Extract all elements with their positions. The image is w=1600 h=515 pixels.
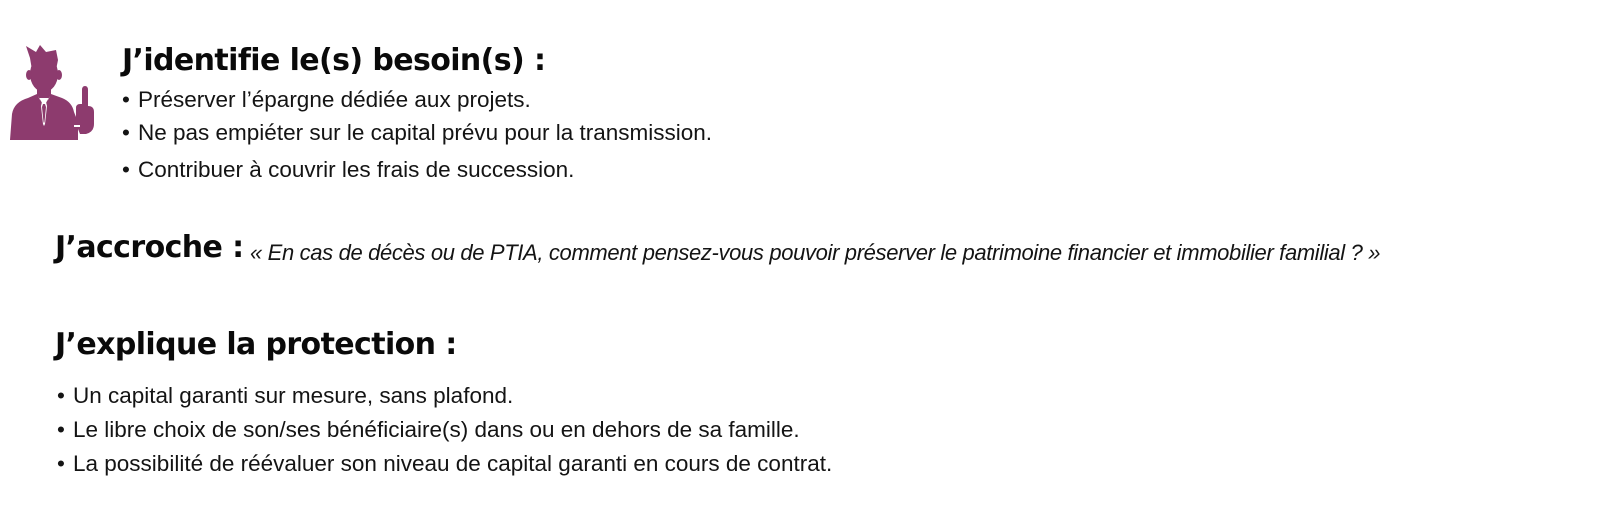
accroche-heading: J’accroche :	[55, 230, 244, 265]
businessman-pointing-icon	[6, 44, 98, 142]
protection-item: • Un capital garanti sur mesure, sans plafond.	[57, 385, 513, 408]
protection-item: • Le libre choix de son/ses bénéficiaire(s) dans ou en dehors de sa famille.	[57, 419, 800, 442]
besoins-item: • Contribuer à couvrir les frais de succession.	[122, 159, 574, 182]
besoins-item: • Préserver l’épargne dédiée aux projets.	[122, 89, 531, 112]
accroche-quote: « En cas de décès ou de PTIA, comment pensez-vous pouvoir préserver le patrimoine financier et immobilier familial ? »	[250, 240, 1381, 265]
protection-heading: J’explique la protection :	[55, 327, 457, 362]
besoins-heading: J’identifie le(s) besoin(s) :	[122, 43, 546, 78]
besoins-item: • Ne pas empiéter sur le capital prévu pour la transmission.	[122, 122, 712, 145]
protection-item: • La possibilité de réévaluer son niveau de capital garanti en cours de contrat.	[57, 453, 832, 476]
